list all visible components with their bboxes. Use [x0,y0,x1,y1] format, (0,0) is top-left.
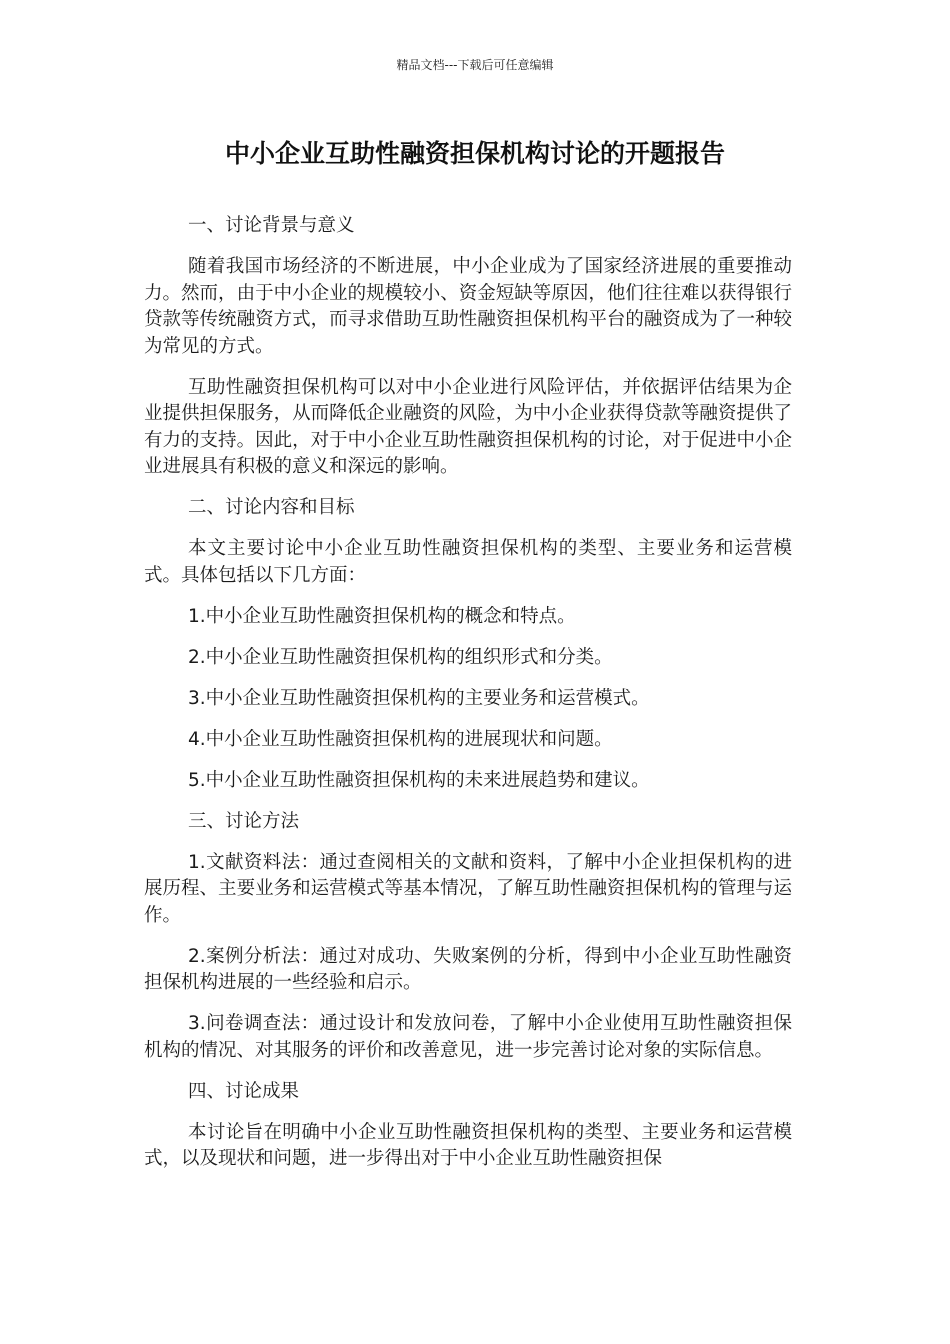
section-heading: 一、讨论背景与意义 [188,215,355,236]
list-item: 5.中小企业互助性融资担保机构的未来进展趋势和建议。 [188,769,650,791]
list-item: 3.中小企业互助性融资担保机构的主要业务和运营模式。 [188,687,650,709]
list-item: 4.中小企业互助性融资担保机构的进展现状和问题。 [188,728,613,750]
section-heading: 三、讨论方法 [188,810,300,832]
section-heading: 四、讨论成果 [188,1080,300,1102]
list-item: 2.中小企业互助性融资担保机构的组织形式和分类。 [188,646,613,668]
section-heading: 二、讨论内容和目标 [188,497,355,518]
body-paragraph: 本文主要讨论中小企业互助性融资担保机构的类型、主要业务和运营模式。具体包括以下几方面： [144,538,792,586]
list-item: 1.中小企业互助性融资担保机构的概念和特点。 [188,605,576,627]
document-title: 中小企业互助性融资担保机构讨论的开题报告 [224,139,725,168]
list-item: 3.问卷调查法：通过设计和发放问卷，了解中小企业使用互助性融资担保机构的情况、对其服务的评价和改善意见，进一步完善讨论对象的实际信息。 [144,1013,792,1061]
document-body [144,213,792,1187]
body-paragraph: 随着我国市场经济的不断进展，中小企业成为了国家经济进展的重要推动力。然而，由于中小企业的规模较小、资金短缺等原因，他们往往难以获得银行贷款等传统融资方式，而寻求借助互助性融资担保机构平台的融资成为了一种较为常见的方式。 [144,256,792,357]
list-item: 2.案例分析法：通过对成功、失败案例的分析，得到中小企业互助性融资担保机构进展的一些经验和启示。 [144,945,792,993]
body-paragraph: 本讨论旨在明确中小企业互助性融资担保机构的类型、主要业务和运营模式，以及现状和问题，进一步得出对于中小企业互助性融资担保 [144,1121,792,1169]
list-item: 1.文献资料法：通过查阅相关的文献和资料，了解中小企业担保机构的进展历程、主要业务和运营模式等基本情况，了解互助性融资担保机构的管理与运作。 [144,851,792,926]
page-header-watermark: 精品文档---下载后可任意编辑 [396,58,554,72]
body-paragraph: 互助性融资担保机构可以对中小企业进行风险评估，并依据评估结果为企业提供担保服务，从而降低企业融资的风险，为中小企业获得贷款等融资提供了有力的支持。因此，对于中小企业互助性融资担保机构的讨论，对于促进中小企业进展具有积极的意义和深远的影响。 [144,376,792,477]
